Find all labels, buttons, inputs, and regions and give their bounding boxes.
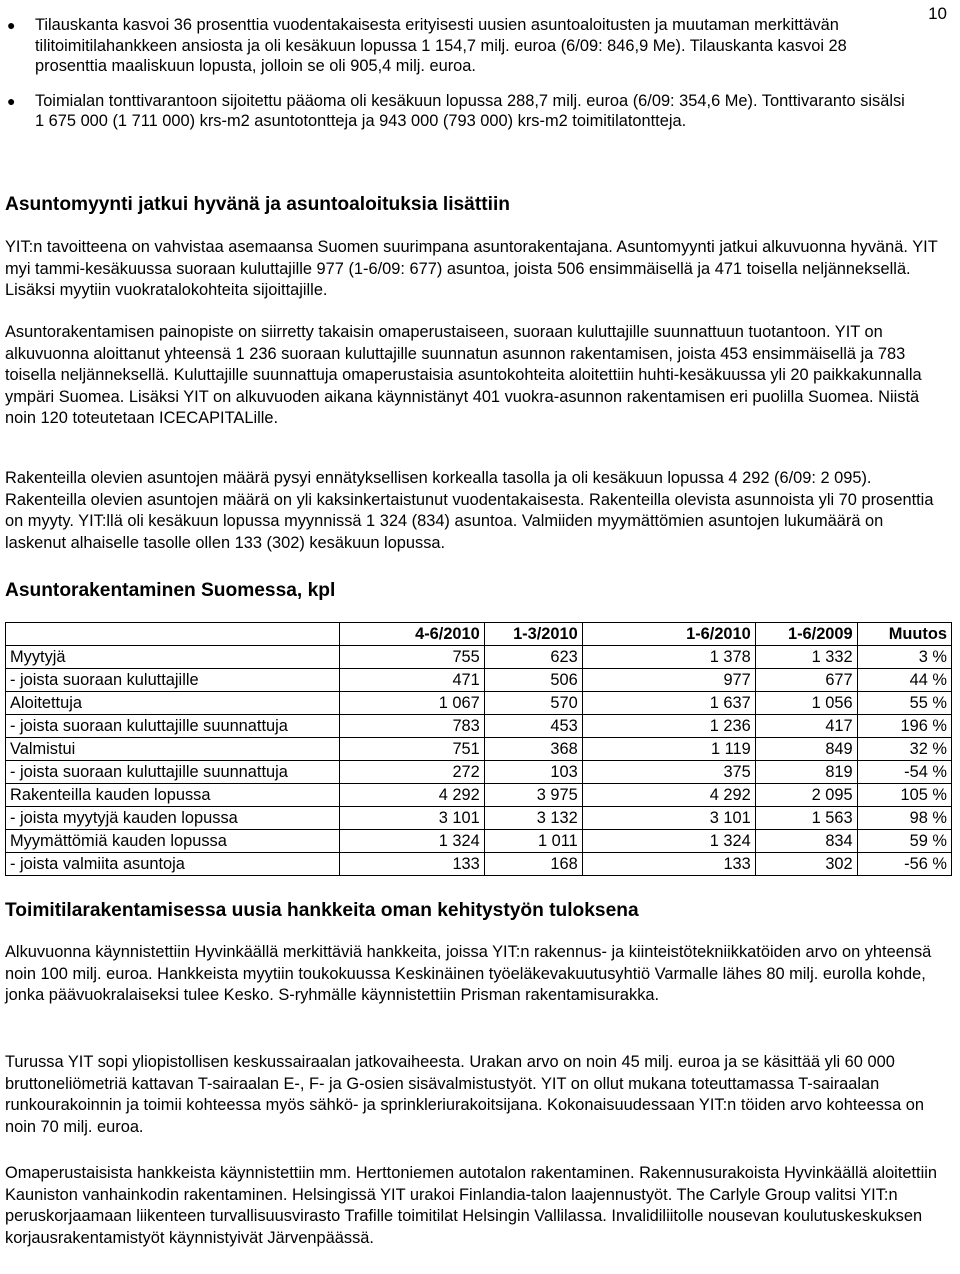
value-cell: 1 067 [340,692,485,715]
header-cell: 4-6/2010 [340,623,485,646]
value-cell: 3 101 [340,807,485,830]
value-cell: 819 [755,761,857,784]
list-item [5,15,905,77]
value-cell: 751 [340,738,485,761]
row-label-cell: Valmistui [6,738,340,761]
value-cell: 133 [582,853,755,876]
row-label-cell: - joista suoraan kuluttajille [6,669,340,692]
paragraph: Alkuvuonna käynnistettiin Hyvinkäällä merkittäviä hankkeita, joissa YIT:n rakennus- ja kiinteistötekniikkatöiden arvo on yhteensä noin 100 milj. euroa. Hankkeista myytiin toukokuussa Keskinäinen työeläkevakuutusyhtiö Varmalle lähes 80 milj. eurolla kohde, jonka päävuokralaiseksi tulee Kesko. S-ryhmälle käynnistettiin Prisman rakentamisurakka. [5,943,932,1004]
value-cell: 133 [340,853,485,876]
value-cell: 1 324 [340,830,485,853]
value-cell: 1 324 [582,830,755,853]
row-label-cell: - joista suoraan kuluttajille suunnattuja [6,715,340,738]
value-cell: -54 % [857,761,951,784]
row-label-cell: Aloitettuja [6,692,340,715]
bullet-text: Tilauskanta kasvoi 36 prosenttia vuodentakaisesta erityisesti uusien asuntoaloitusten ja muutaman merkittävän tilitoimitilahankkeen ansiosta ja oli kesäkuun lopussa 1 154,7 milj. euroa (6/09: 846,9 Me). Tilauskanta kasvoi 28 prosenttia maaliskuun lopusta, jolloin se oli 905,4 milj. euroa. [35,16,847,75]
value-cell: 471 [340,669,485,692]
value-cell: 2 095 [755,784,857,807]
table-row [6,646,952,669]
value-cell: 59 % [857,830,951,853]
value-cell: 1 563 [755,807,857,830]
paragraph: Rakenteilla olevien asuntojen määrä pysyi ennätyksellisen korkealla tasolla ja oli kesäkuun lopussa 4 292 (6/09: 2 095). Rakenteilla olevien asuntojen määrä on yli kaksinkertaistunut vuodentakaisesta. Rakenteilla olevista asunnoista yli 70 prosenttia on myyty. YIT:llä oli kesäkuun lopussa myynnissä 1 324 (834) asuntoa. Valmiiden myymättömien asuntojen lukumäärä on laskenut alhaiselle tasolle ollen 133 (302) kesäkuun lopussa. [5,469,934,552]
value-cell: 677 [755,669,857,692]
row-label-cell: Rakenteilla kauden lopussa [6,784,340,807]
value-cell: 453 [484,715,582,738]
value-cell: 834 [755,830,857,853]
table-row [6,715,952,738]
value-cell: 1 236 [582,715,755,738]
value-cell: 1 637 [582,692,755,715]
row-label-cell: - joista suoraan kuluttajille suunnattuja [6,761,340,784]
value-cell: 977 [582,669,755,692]
value-cell: 196 % [857,715,951,738]
value-cell: 849 [755,738,857,761]
value-cell: 1 378 [582,646,755,669]
bullet-text: Toimialan tonttivarantoon sijoitettu pääoma oli kesäkuun lopussa 288,7 milj. euroa (6/09: 354,6 Me). Tonttivaranto sisälsi 1 675 000 (1 711 000) krs-m2 asuntotontteja ja 943 000 (793 000) krs-m2 toimitilatontteja. [35,91,905,130]
table-row [6,738,952,761]
header-cell [6,623,340,646]
header-cell: 1-3/2010 [484,623,582,646]
section-heading: Asuntomyynti jatkui hyvänä ja asuntoaloituksia lisättiin [5,194,510,215]
value-cell: 375 [582,761,755,784]
housing-table [5,622,952,876]
value-cell: -56 % [857,853,951,876]
value-cell: 103 [484,761,582,784]
table-row [6,761,952,784]
value-cell: 1 332 [755,646,857,669]
list-item [5,91,905,132]
value-cell: 623 [484,646,582,669]
header-cell: Muutos [857,623,951,646]
value-cell: 3 101 [582,807,755,830]
row-label-cell: - joista valmiita asuntoja [6,853,340,876]
table-row [6,784,952,807]
header-cell: 1-6/2009 [755,623,857,646]
value-cell: 1 011 [484,830,582,853]
table-title: Asuntorakentaminen Suomessa, kpl [5,580,336,601]
value-cell: 4 292 [340,784,485,807]
bullet-list [5,15,905,146]
value-cell: 32 % [857,738,951,761]
table-row [6,669,952,692]
bullet-icon: ● [7,92,16,109]
table-row [6,830,952,853]
value-cell: 506 [484,669,582,692]
row-label-cell: Myymättömiä kauden lopussa [6,830,340,853]
paragraph: YIT:n tavoitteena on vahvistaa asemaansa Suomen suurimpana asuntorakentajana. Asuntomyynti jatkui alkuvuonna hyvänä. YIT myi tammi-kesäkuussa suoraan kuluttajille 977 (1-6/09: 677) asuntoa, joista 506 ensimmäisellä ja 471 toisella neljänneksellä. Lisäksi myytiin vuokratalokohteita sijoittajille. [5,238,938,299]
value-cell: 3 % [857,646,951,669]
value-cell: 98 % [857,807,951,830]
table-row [6,853,952,876]
value-cell: 1 119 [582,738,755,761]
value-cell: 1 056 [755,692,857,715]
value-cell: 272 [340,761,485,784]
row-label-cell: Myytyjä [6,646,340,669]
value-cell: 105 % [857,784,951,807]
row-label-cell: - joista myytyjä kauden lopussa [6,807,340,830]
section-heading: Toimitilarakentamisessa uusia hankkeita oman kehitystyön tuloksena [5,900,639,921]
value-cell: 3 132 [484,807,582,830]
paragraph: Asuntorakentamisen painopiste on siirretty takaisin omaperustaiseen, suoraan kuluttajille suunnattuun tuotantoon. YIT on alkuvuonna aloittanut yhteensä 1 236 suoraan kuluttajille suunnatun asunnon rakentamisen, joista 453 ensimmäisellä ja 783 toisella neljänneksellä. Kuluttajille suunnattuja omaperustaisia asuntokohteita aloitettiin huhti-kesäkuussa yli 20 paikkakunnalla ympäri Suomea. Lisäksi YIT on alkuvuoden aikana käynnistänyt 401 vuokra-asunnon rakentamisen eri puolilla Suomea. Niistä noin 120 toteutetaan ICECAPITALille. [5,323,922,427]
table-row [6,807,952,830]
value-cell: 3 975 [484,784,582,807]
value-cell: 4 292 [582,784,755,807]
page-number: 10 [928,4,947,23]
value-cell: 783 [340,715,485,738]
table-header-row [6,623,952,646]
value-cell: 570 [484,692,582,715]
value-cell: 55 % [857,692,951,715]
table-row [6,692,952,715]
value-cell: 417 [755,715,857,738]
paragraph: Omaperustaisista hankkeista käynnistettiin mm. Herttoniemen autotalon rakentaminen. Rakennusurakoista Hyvinkäällä aloitettiin Kauniston vanhainkodin rakentaminen. Helsingissä YIT urakoi Finlandia-talon laajennustyöt. The Carlyle Group valitsi YIT:n peruskorjaamaan liikenteen turvallisuusvirasto Trafille toimitilat Helsingin Vallilassa. Invalidiliitolle nousevan koulutuskeskuksen korjausrakentamistyöt käynnistyivät Järvenpäässä. [5,1164,938,1247]
value-cell: 168 [484,853,582,876]
paragraph: Turussa YIT sopi yliopistollisen keskussairaalan jatkovaiheesta. Urakan arvo on noin 45 milj. euroa ja se käsittää yli 60 000 bruttoneliömetriä kattavan T-sairaalan E-, F- ja G-osien sisävalmistustyöt. YIT on ollut mukana toteuttamassa T-sairaalan runkourakoinnin ja toimii kohteessa myös sähkö- ja sprinkleriurakoitsijana. Kokonaisuudessaan YIT:n töiden arvo kohteessa on noin 70 milj. euroa. [5,1053,924,1136]
value-cell: 755 [340,646,485,669]
header-cell: 1-6/2010 [582,623,755,646]
value-cell: 302 [755,853,857,876]
value-cell: 368 [484,738,582,761]
value-cell: 44 % [857,669,951,692]
bullet-icon: ● [7,17,16,33]
